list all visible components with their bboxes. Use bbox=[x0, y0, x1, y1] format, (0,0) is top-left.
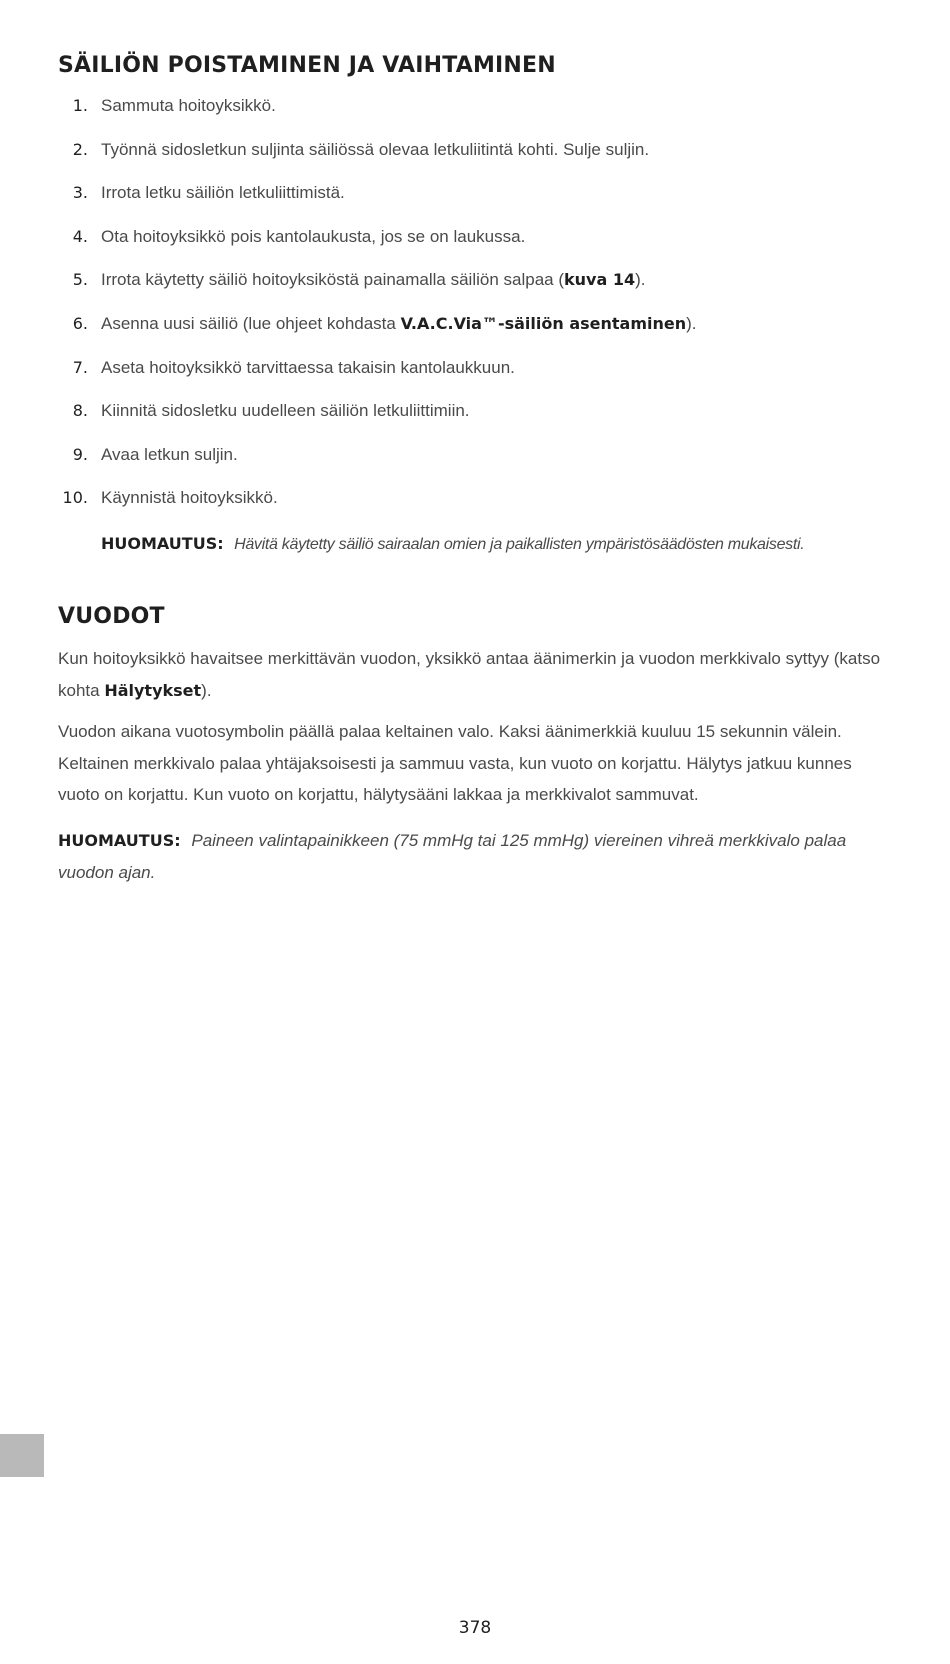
note-text: Paineen valintapainikkeen (75 mmHg tai 125 mmHg) viereinen vihreä merkkivalo palaa vuodon ajan. bbox=[58, 831, 847, 882]
section-reference: Hälytykset bbox=[104, 680, 202, 700]
step-number: 9. bbox=[72, 444, 88, 464]
list-item bbox=[58, 312, 898, 356]
step-text: Irrota käytetty säiliö hoitoyksiköstä painamalla säiliön salpaa (kuva 14). bbox=[101, 270, 646, 290]
section-title-canister-removal: SÄILIÖN POISTAMINEN JA VAIHTAMINEN bbox=[58, 53, 556, 78]
list-item bbox=[58, 486, 898, 530]
step-text: Asenna uusi säiliö (lue ohjeet kohdasta V.A.C.Via™-säiliön asentaminen). bbox=[101, 313, 697, 333]
list-item bbox=[58, 225, 898, 269]
removal-steps-list bbox=[58, 94, 898, 530]
list-item bbox=[58, 356, 898, 400]
figure-reference: kuva 14 bbox=[564, 270, 636, 290]
step-number: 1. bbox=[72, 96, 88, 115]
list-item bbox=[58, 268, 898, 312]
step-number: 5. bbox=[72, 270, 88, 290]
list-item bbox=[58, 94, 898, 138]
chapter-side-tab bbox=[0, 1434, 44, 1477]
step-number: 7. bbox=[72, 357, 88, 377]
step-text: Kiinnitä sidosletku uudelleen säiliön letkuliittimiin. bbox=[101, 401, 470, 421]
note-pressure-indicator bbox=[58, 825, 898, 889]
note-canister-disposal bbox=[101, 532, 804, 557]
step-number: 8. bbox=[72, 401, 88, 421]
step-number: 3. bbox=[72, 183, 88, 203]
list-item bbox=[58, 443, 898, 487]
step-text: Aseta hoitoyksikkö tarvittaessa takaisin kantolaukkuun. bbox=[101, 357, 515, 377]
note-text: Hävitä käytetty säiliö sairaalan omien ja paikallisten ympäristösäädösten mukaisesti. bbox=[234, 536, 805, 553]
step-text: Irrota letku säiliön letkuliittimistä. bbox=[101, 183, 345, 203]
step-number: 6. bbox=[72, 313, 88, 333]
step-text: Avaa letkun suljin. bbox=[101, 444, 238, 464]
step-text: Käynnistä hoitoyksikkö. bbox=[101, 488, 278, 508]
page-number: 378 bbox=[458, 1618, 492, 1638]
leaks-paragraph-1: Kun hoitoyksikkö havaitsee merkittävän vuodon, yksikkö antaa äänimerkin ja vuodon merkkivalo syttyy (katso kohta Hälytykset). bbox=[58, 649, 881, 700]
list-item bbox=[58, 181, 898, 225]
list-item bbox=[58, 138, 898, 182]
step-number: 2. bbox=[72, 139, 88, 159]
step-text: Työnnä sidosletkun suljinta säiliössä olevaa letkuliitintä kohti. Sulje suljin. bbox=[101, 139, 650, 159]
step-text: Ota hoitoyksikkö pois kantolaukusta, jos se on laukussa. bbox=[101, 226, 526, 246]
note-label: HUOMAUTUS: bbox=[101, 534, 224, 553]
step-text: Sammuta hoitoyksikkö. bbox=[101, 96, 276, 115]
section-reference: V.A.C.Via™-säiliön asentaminen bbox=[400, 313, 687, 333]
step-number: 4. bbox=[72, 226, 88, 246]
step-number: 10. bbox=[62, 488, 88, 508]
list-item bbox=[58, 399, 898, 443]
note-label: HUOMAUTUS: bbox=[58, 831, 181, 850]
section-title-leaks: VUODOT bbox=[58, 604, 165, 629]
leaks-paragraph-2: Vuodon aikana vuotosymbolin päällä palaa keltainen valo. Kaksi äänimerkkiä kuuluu 15 sekunnin välein. Keltainen merkkivalo palaa yhtäjaksoisesti ja sammuu vasta, kun vuoto on korjattu. Hälytys jatkuu kunnes vuoto on korjattu. Kun vuoto on korjattu, hälytysääni lakkaa ja merkkivalot sammuvat. bbox=[58, 722, 852, 804]
